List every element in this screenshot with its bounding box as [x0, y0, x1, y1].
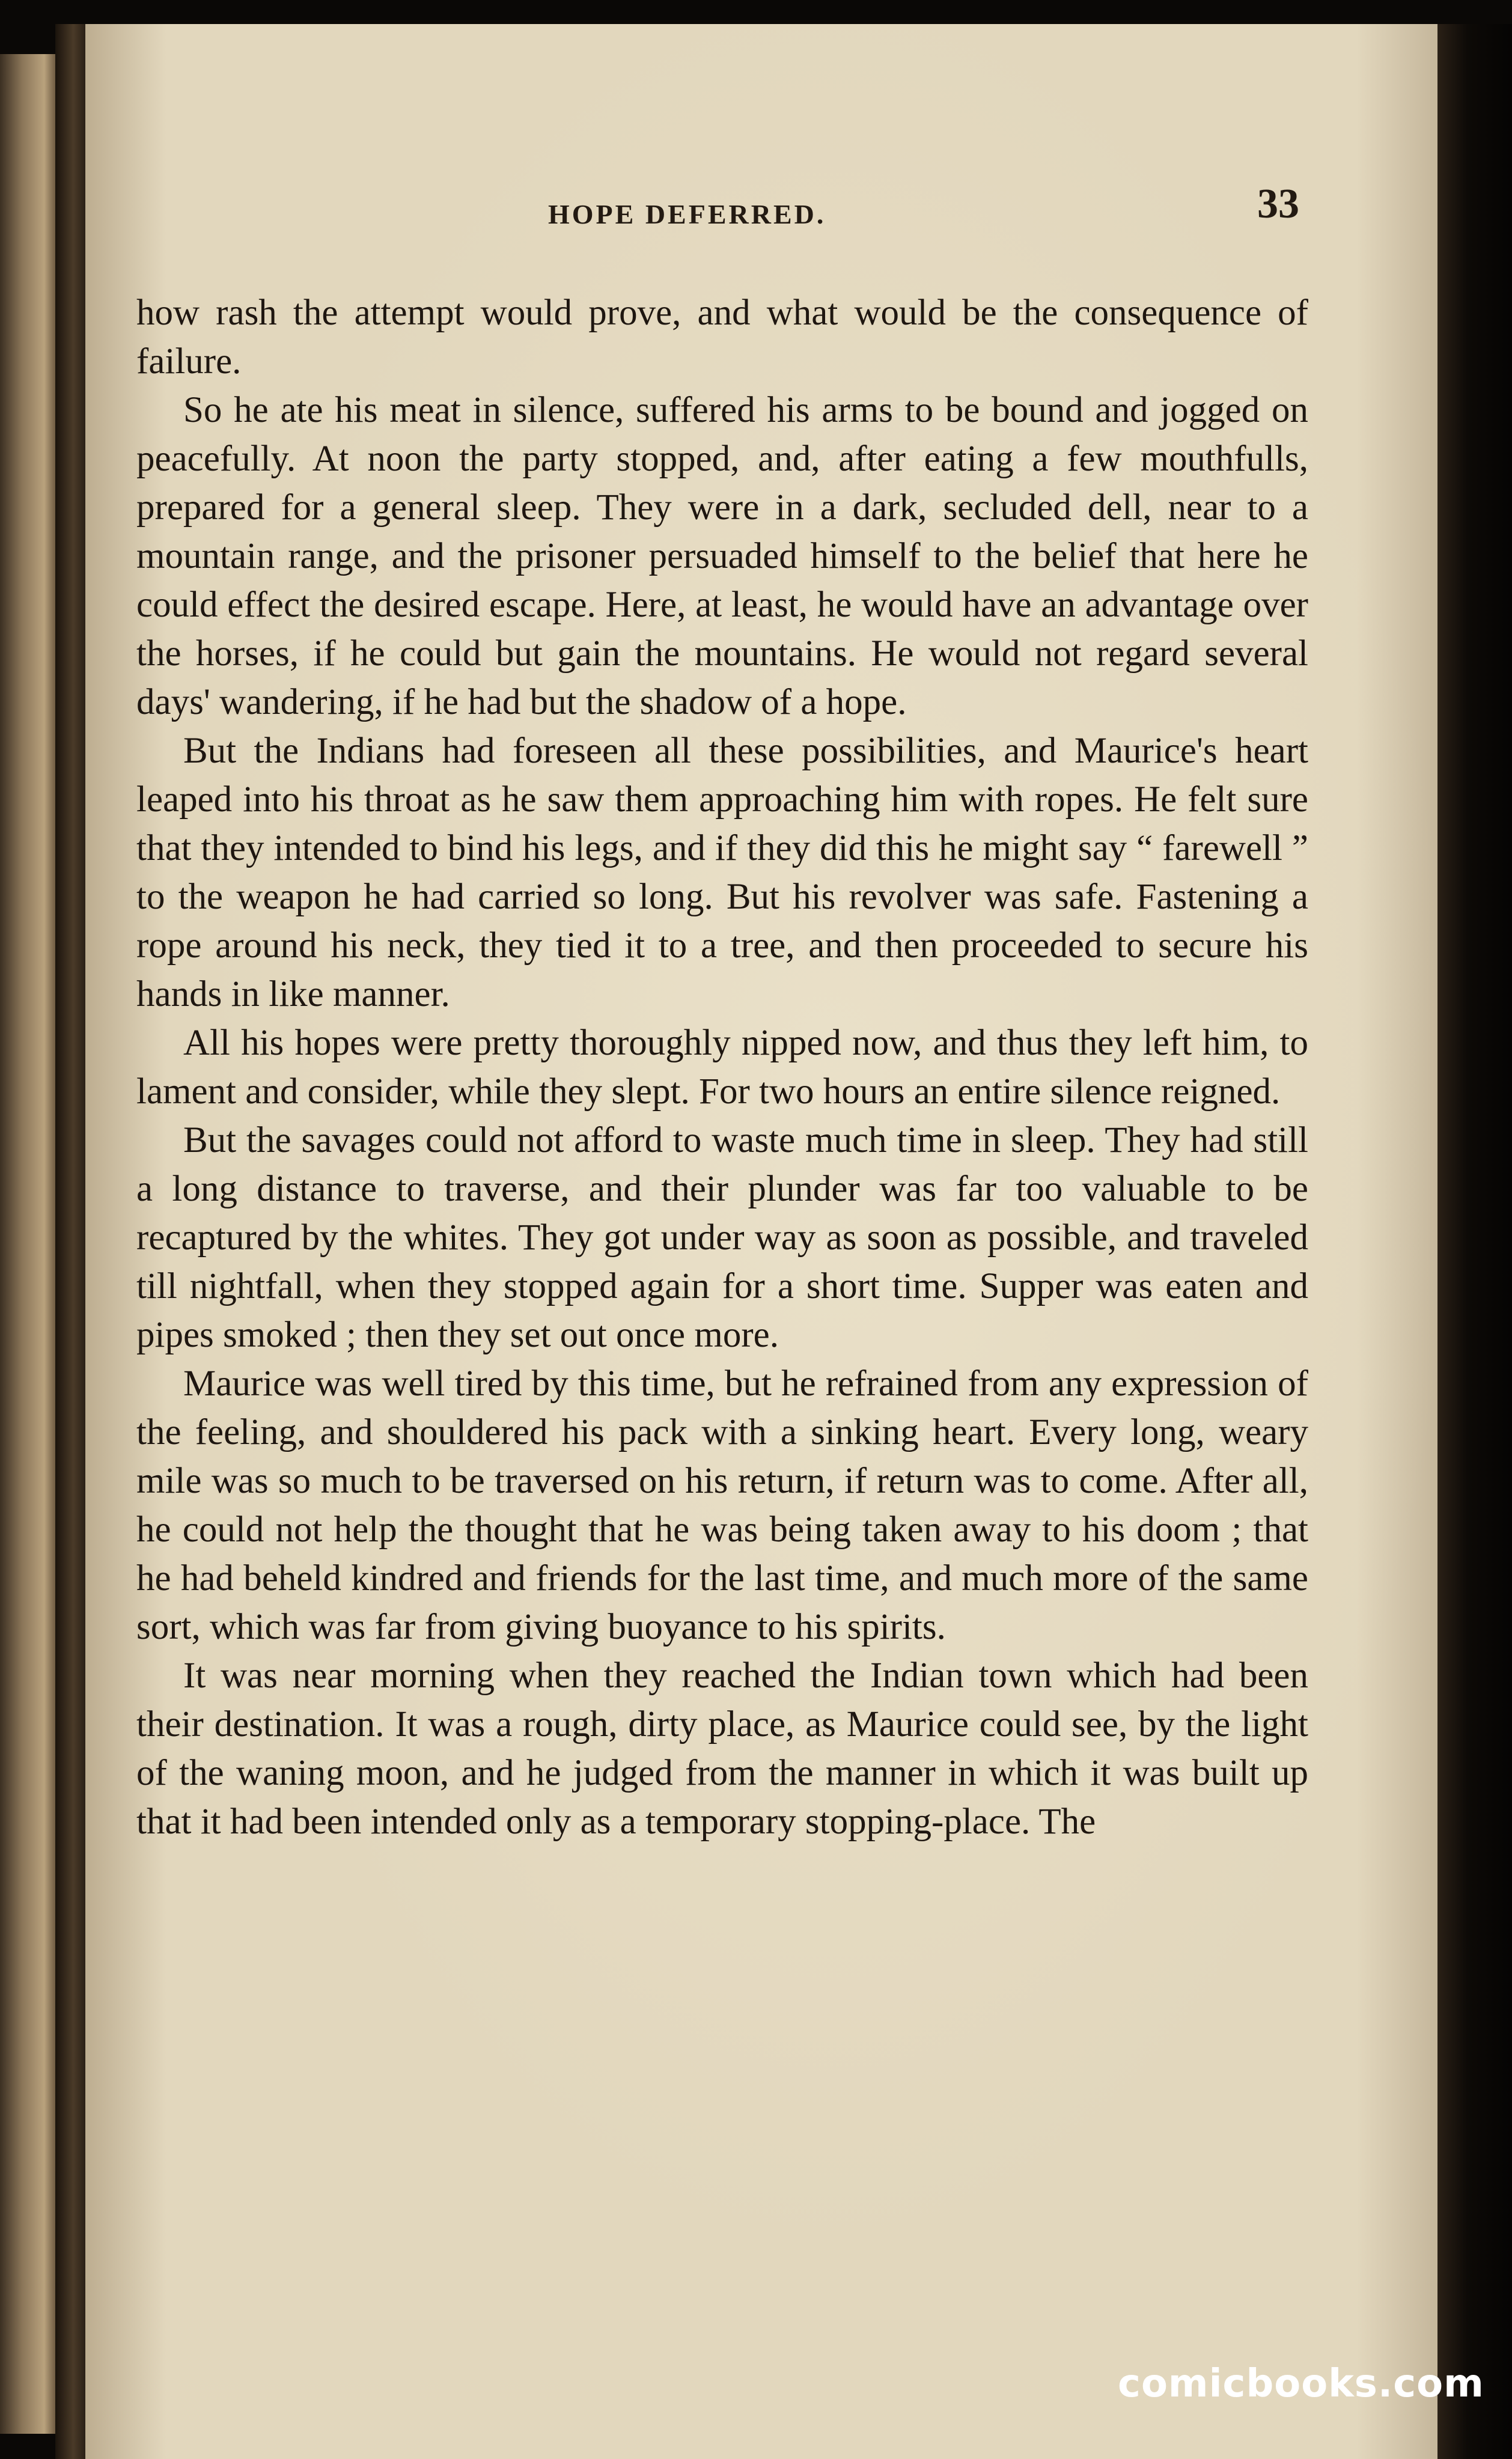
paragraph: how rash the attempt would prove, and what would be the consequence of failure.	[136, 293, 1308, 382]
paragraph: So he ate his meat in silence, suffered his arms to be bound and jogged on peacefully. At noon the party stopped, and, after eating a few mouthfulls, prepared for a general sleep. They were in a dark, secluded dell, near to a mountain range, and the prisoner persuaded himself to the belief that here he could effect the desired escape. Here, at least, he would have an advantage over the horses, if he could but gain the mountains. He would not regard several days' wandering, if he had but the shadow of a hope.	[136, 390, 1308, 722]
book-gutter	[55, 24, 85, 2459]
paragraph: It was near morning when they reached the Indian town which had been their destination. It was a rough, dirty place, as Maurice could see, by the light of the waning moon, and he judged from the manner in which it was built up that it had been intended only as a temporary stopping-place. The	[136, 1656, 1308, 1842]
body-text	[136, 288, 1308, 1846]
paragraph: But the savages could not afford to waste much time in sleep. They had still a long distance to traverse, and their plunder was far too valuable to be recaptured by the whites. They got under way as soon as possible, and traveled till nightfall, when they stopped again for a short time. Supper was eaten and pipes smoked ; then they set out once more.	[136, 1120, 1308, 1355]
running-title: HOPE DEFERRED.	[548, 199, 826, 230]
facing-page-edge	[0, 54, 55, 2434]
watermark: comicbooks.com	[1118, 2362, 1484, 2406]
page-number: 33	[1257, 181, 1299, 227]
scan-background-edge	[1437, 24, 1512, 2459]
paragraph: But the Indians had foreseen all these possibilities, and Maurice's heart leaped into his throat as he saw them approaching him with ropes. He felt sure that they intended to bind his legs, and if they did this he might say “ farewell ” to the weapon he had carried so long. But his revolver was safe. Fastening a rope around his neck, they tied it to a tree, and then proceeded to secure his hands in like manner.	[136, 731, 1308, 1014]
book-page	[85, 24, 1437, 2459]
running-head	[85, 174, 1437, 234]
paragraph: All his hopes were pretty thoroughly nipped now, and thus they left him, to lament and consider, while they slept. For two hours an entire silence reigned.	[136, 1023, 1308, 1112]
paragraph: Maurice was well tired by this time, but he refrained from any expression of the feeling, and shouldered his pack with a sinking heart. Every long, weary mile was so much to be traversed on his return, if return was to come. After all, he could not help the thought that he was being taken away to his doom ; that he had beheld kindred and friends for the last time, and much more of the same sort, which was far from giving buoyance to his spirits.	[136, 1364, 1308, 1647]
